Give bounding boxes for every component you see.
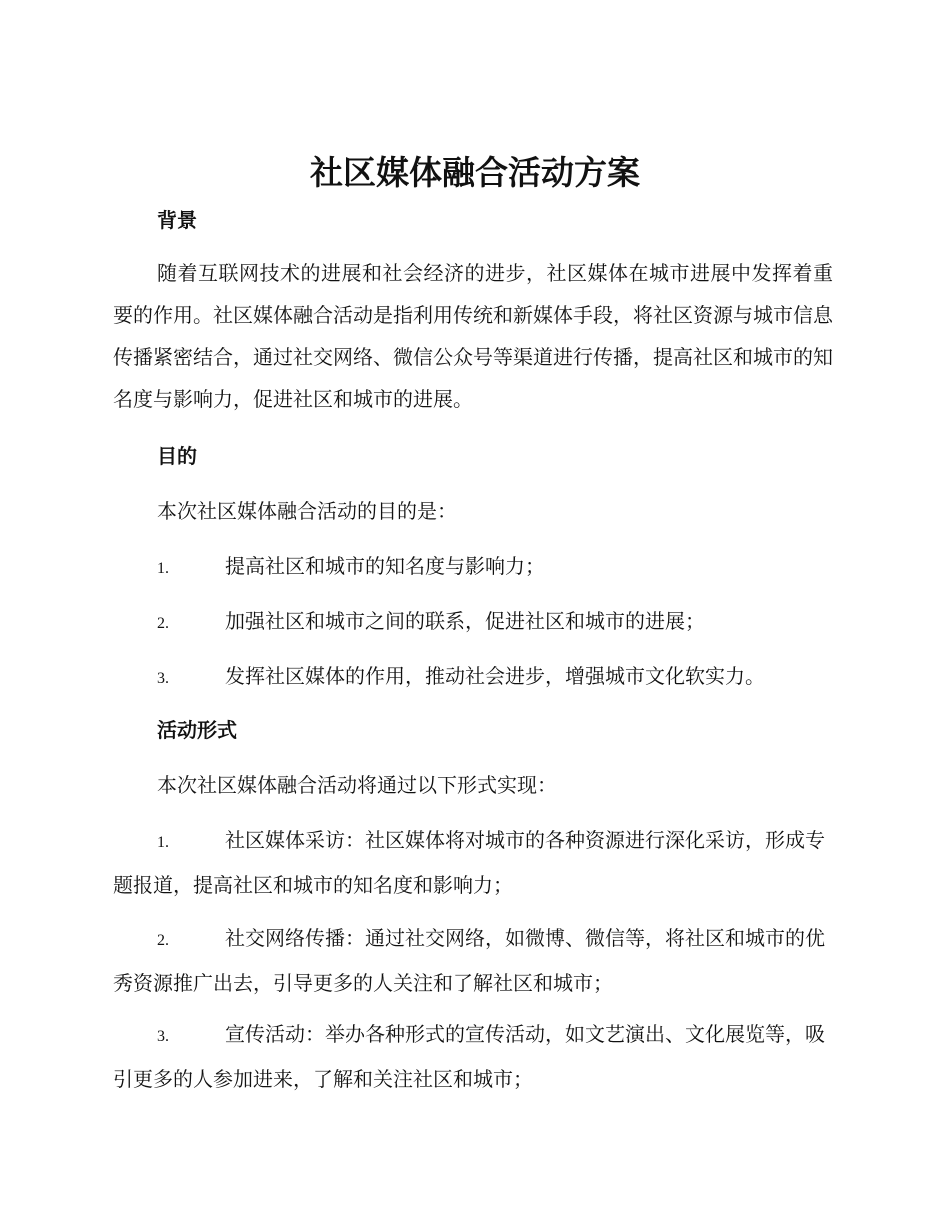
purpose-list-item bbox=[113, 545, 833, 590]
list-item-text: 社交网络传播：通过社交网络，如微博、微信等，将社区和城市的优秀资源推广出去，引导更多的人关注和了解社区和城市； bbox=[113, 926, 825, 995]
section-heading-format: 活动形式 bbox=[157, 718, 237, 742]
list-item-text: 社区媒体采访：社区媒体将对城市的各种资源进行深化采访，形成专题报道，提高社区和城市的知名度和影响力； bbox=[113, 828, 825, 897]
section-heading-purpose: 目的 bbox=[157, 444, 197, 468]
format-list-item bbox=[113, 1013, 833, 1100]
list-item-text: 提高社区和城市的知名度与影响力； bbox=[225, 554, 545, 578]
list-number: 3. bbox=[157, 670, 169, 687]
background-paragraph: 随着互联网技术的进展和社会经济的进步，社区媒体在城市进展中发挥着重要的作用。社区媒体融合活动是指利用传统和新媒体手段，将社区资源与城市信息传播紧密结合，通过社交网络、微信公众号等渠道进行传播，提高社区和城市的知名度与影响力，促进社区和城市的进展。 bbox=[113, 261, 833, 411]
purpose-intro: 本次社区媒体融合活动的目的是： bbox=[157, 499, 457, 523]
list-number: 2. bbox=[157, 615, 169, 632]
list-item-text: 宣传活动：举办各种形式的宣传活动，如文艺演出、文化展览等，吸引更多的人参加进来，了解和关注社区和城市； bbox=[113, 1022, 825, 1091]
purpose-list-item bbox=[113, 655, 833, 700]
format-intro: 本次社区媒体融合活动将通过以下形式实现： bbox=[157, 773, 557, 797]
list-item-text: 加强社区和城市之间的联系，促进社区和城市的进展； bbox=[225, 609, 705, 633]
list-number: 2. bbox=[157, 932, 169, 949]
format-list-item bbox=[113, 917, 833, 1004]
list-item-text: 发挥社区媒体的作用，推动社会进步，增强城市文化软实力。 bbox=[225, 664, 765, 688]
list-number: 1. bbox=[157, 834, 169, 851]
document-title: 社区媒体融合活动方案 bbox=[310, 153, 640, 192]
purpose-list-item bbox=[113, 600, 833, 645]
section-heading-background: 背景 bbox=[157, 208, 197, 232]
list-number: 1. bbox=[157, 560, 169, 577]
format-list-item bbox=[113, 819, 833, 906]
list-number: 3. bbox=[157, 1028, 169, 1045]
